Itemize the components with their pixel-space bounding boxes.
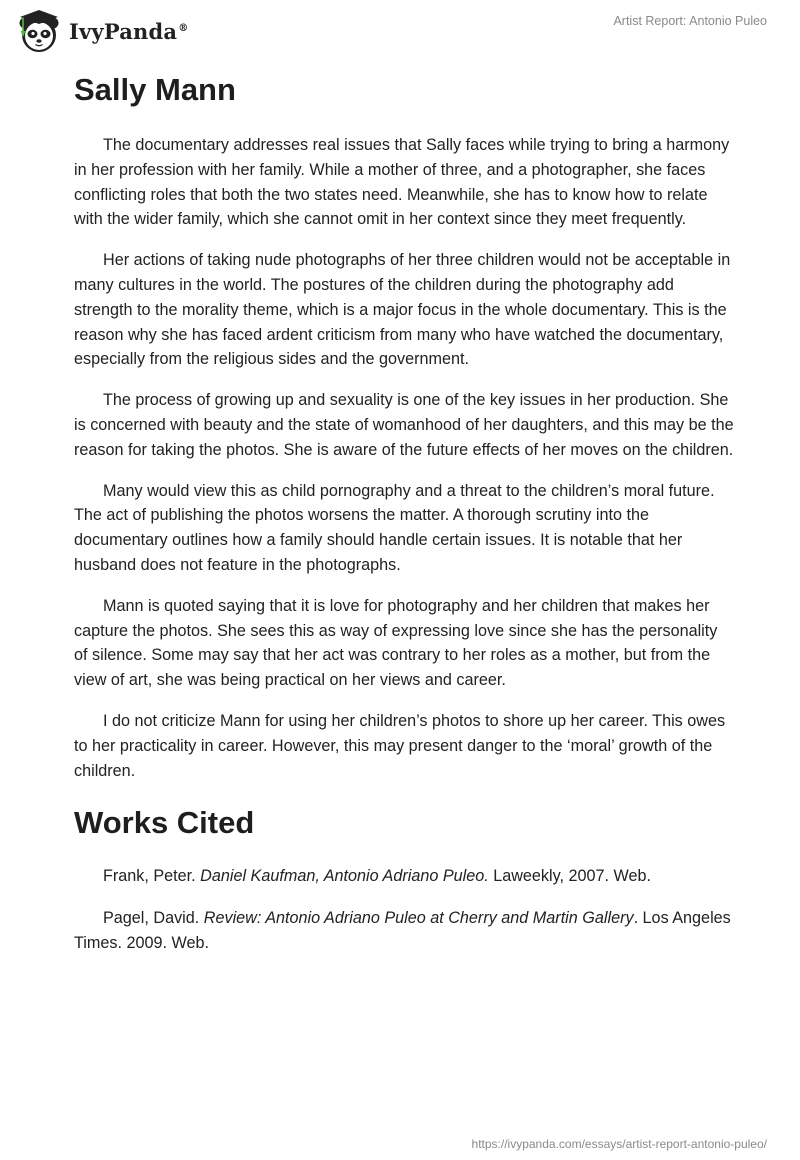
- paragraph: Many would view this as child pornography and a threat to the children’s moral future. The act of publishing the photos worsens the matter. A thorough scrutiny into the documentary outlines how a family should handle certain issues. It is notable that her husband does not feature in the photographs.: [74, 481, 715, 574]
- paragraph: The process of growing up and sexuality is one of the key issues in her production. She is concerned with beauty and the state of womanhood of her daughters, and this may be the reason for taking the photos. She is aware of the future effects of her moves on the children.: [74, 391, 734, 459]
- paragraph: Her actions of taking nude photographs of her three children would not be acceptable in many cultures in the world. The postures of the children during the photography add strength to the morality theme, which is a major focus in the whole documentary. This is the reason why she has faced ardent criticism from many who have watched the documentary, especially from the religious sides and the government.: [74, 251, 731, 369]
- source-url-link[interactable]: https://ivypanda.com/essays/artist-report-antonio-puleo/: [471, 1137, 767, 1151]
- essay-content: [74, 70, 734, 973]
- works-cited-heading: Works Cited: [74, 805, 255, 841]
- panda-graduate-icon: [15, 7, 63, 55]
- paragraph: Mann is quoted saying that it is love for photography and her children that makes her capture the photos. She sees this as way of expressing love since she has the personality of silence. Some may say that her act was contrary to her roles as a mother, but from the view of art, she was being practical on her views and career.: [74, 596, 718, 690]
- citation-author: Pagel, David.: [103, 909, 204, 928]
- paragraph: I do not criticize Mann for using her children’s photos to shore up her career. This owes to her practicality in career. However, this may present danger to the ‘moral’ growth of the children.: [74, 711, 726, 780]
- paragraph: The documentary addresses real issues that Sally faces while trying to bring a harmony in her profession with her family. While a mother of three, and a photographer, she faces conflicting roles that both the two states need. Meanwhile, she has to know how to relate with the wider family, which she cannot omit in her context since they meet frequently.: [74, 136, 730, 229]
- citation-work-title: Daniel Kaufman, Antonio Adriano Puleo.: [200, 867, 489, 886]
- ivypanda-logo[interactable]: [15, 7, 195, 55]
- citation-author: Frank, Peter.: [103, 867, 201, 886]
- citation-publication: . Los Angeles Times. 2009. Web.: [74, 909, 731, 952]
- citation-entry: [74, 864, 734, 889]
- citation-publication: Laweekly, 2007. Web.: [488, 867, 652, 886]
- page-header: [0, 0, 800, 60]
- citation-entry: [74, 906, 734, 956]
- brand-name: IvyPanda®: [69, 18, 189, 44]
- citation-work-title: Review: Antonio Adriano Puleo at Cherry and Martin Gallery: [203, 909, 634, 928]
- section-heading: Sally Mann: [74, 72, 236, 107]
- document-title: Artist Report: Antonio Puleo: [613, 14, 767, 28]
